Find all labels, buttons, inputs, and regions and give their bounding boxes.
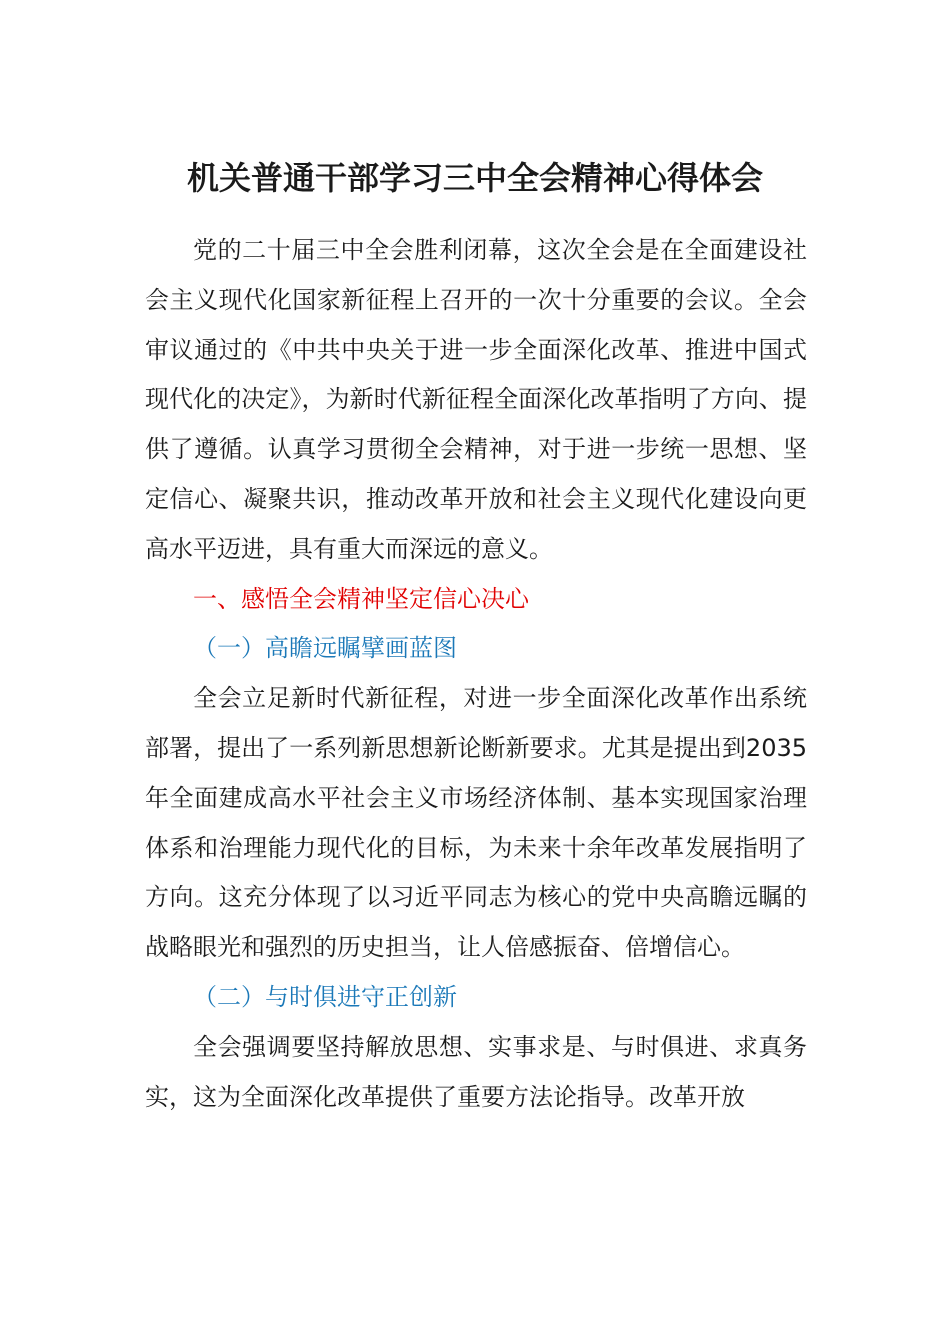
body-paragraph-1: 全会立足新时代新征程，对进一步全面深化改革作出系统部署，提出了一系列新思想新论断新要求。尤其是提出到2035年全面建成高水平社会主义市场经济体制、基本实现国家治理体系和治理能力现代化的目标，为未来十余年改革发展指明了方向。这充分体现了以习近平同志为核心的党中央高瞻远瞩的战略眼光和强烈的历史担当，让人倍感振奋、倍增信心。 <box>145 684 807 962</box>
subsection-heading-1: （一）高瞻远瞩擘画蓝图 <box>193 634 457 663</box>
intro-paragraph: 党的二十届三中全会胜利闭幕，这次全会是在全面建设社会主义现代化国家新征程上召开的一次十分重要的会议。全会审议通过的《中共中央关于进一步全面深化改革、推进中国式现代化的决定》，为新时代新征程全面深化改革指明了方向、提供了遵循。认真学习贯彻全会精神，对于进一步统一思想、坚定信心、凝聚共识，推动改革开放和社会主义现代化建设向更高水平迈进，具有重大而深远的意义。 <box>145 236 807 563</box>
section-heading-1: 一、感悟全会精神坚定信心决心 <box>193 584 529 613</box>
subsection-heading-2: （二）与时俱进守正创新 <box>193 982 457 1011</box>
document-body <box>145 226 807 1122</box>
body-paragraph-2: 全会强调要坚持解放思想、实事求是、与时俱进、求真务实，这为全面深化改革提供了重要方法论指导。改革开放 <box>145 1032 807 1111</box>
document-title: 机关普通干部学习三中全会精神心得体会 <box>186 159 763 197</box>
